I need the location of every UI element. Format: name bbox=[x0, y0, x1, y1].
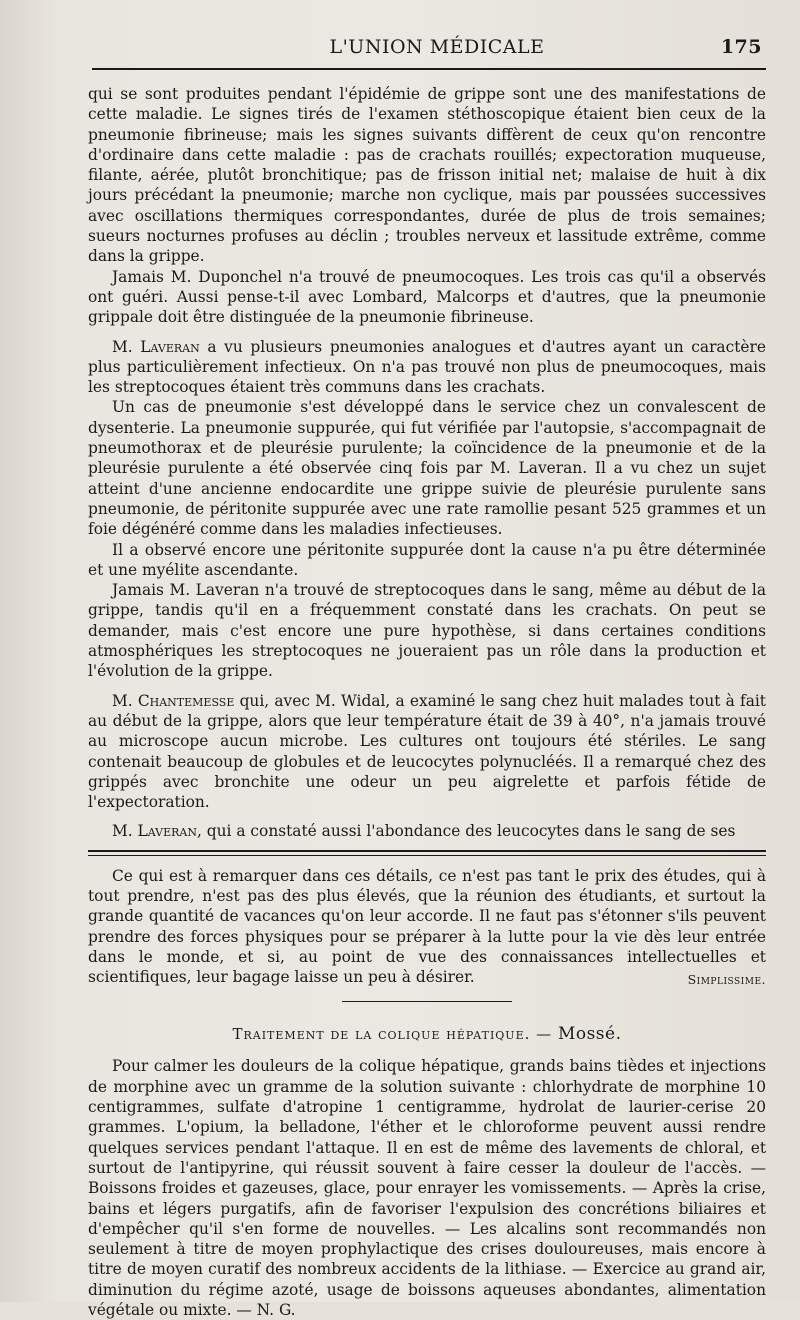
speaker-name: Chantemesse bbox=[137, 691, 235, 710]
speaker-name: Laveran bbox=[137, 822, 197, 841]
lower-article bbox=[88, 866, 766, 988]
section-divider bbox=[88, 850, 766, 856]
paragraph: M. Laveran a vu plusieurs pneumonies analogues et d'autres ayant un caractère plus particulièrement infectieux. On n'a pas trouvé non plus de pneumocoques, mais les streptocoques étaient très communs dans les crachats. bbox=[88, 337, 766, 397]
paragraph: M. Laveran, qui a constaté aussi l'abondance des leucocytes dans le sang de ses bbox=[112, 822, 736, 841]
page-number: 175 bbox=[720, 36, 762, 58]
signature: Simplissime. bbox=[687, 972, 766, 988]
section-author: Mossé. bbox=[557, 1024, 622, 1045]
paragraph: Jamais M. Duponchel n'a trouvé de pneumocoques. Les trois cas qu'il a observés ont guéri. Aussi pense-t-il avec Lombard, Malcorps et d'autres, que la pneumonie grippale doit être distinguée de la pneumonie fibrineuse. bbox=[88, 267, 766, 327]
journal-title: L'UNION MÉDICALE bbox=[329, 36, 545, 58]
paragraph: Jamais M. Laveran n'a trouvé de streptocoques dans le sang, même au début de la grippe, tandis qu'il en a fréquemment constaté dans les crachats. On peut se demander, mais c'est encore une pure hypothèse, si dans certaines conditions atmosphériques les streptocoques ne joueraient pas un rôle dans la production et l'évolution de la grippe. bbox=[88, 581, 766, 681]
section-heading: Traitement de la colique hépatique. — Mossé. bbox=[232, 1024, 622, 1045]
paragraph: M. Chantemesse qui, avec M. Widal, a examiné le sang chez huit malades tout à fait au début de la grippe, alors que leur température était de 39 à 40°, n'a jamais trouvé au microscope aucun microbe. Les cultures ont toujours été stériles. Le sang contenait beaucoup de globules et de leucocytes polynucléés. Il a remarqué chez des grippés avec bronchite une odeur un peu aigrelette et parfois fétide de l'expectoration. bbox=[88, 691, 766, 812]
speaker-name: Laveran bbox=[140, 337, 200, 356]
short-divider bbox=[342, 1001, 512, 1002]
treatment-article bbox=[88, 1056, 766, 1320]
section-title: Traitement de la colique hépatique. bbox=[232, 1025, 531, 1044]
paragraph: Pour calmer les douleurs de la colique hépatique, grands bains tièdes et injections de morphine avec un gramme de la solution suivante : chlorhydrate de morphine 10 centigrammes, sulfate d'atropine 1 centigramme, hydrolat de laurier-cerise 20 grammes. L'opium, la belladone, l'éther et le chloroforme peuvent aussi rendre quelques services pendant l'attaque. Il en est de même des lavements de chloral, et surtout de l'antipyrine, qui réussit souvent à faire cesser la douleur de l'accès. — Boissons froides et gazeuses, glace, pour enrayer les vomissements. — Après la crise, bains et légers purgatifs, afin de favoriser l'expulsion des concrétions biliaires et d'empêcher qu'il s'en forme de nouvelles. — Les alcalins sont recommandés non seulement à titre de moyen prophylactique des crises douloureuses, mais encore à titre de moyen curatif des nombreux accidents de la lithiase. — Exercice au grand air, diminution du régime azoté, usage de boissons aqueuses abondantes, alimentation végétale ou mixte. — N. G. bbox=[88, 1057, 766, 1320]
header-rule bbox=[92, 68, 766, 70]
paragraph: Il a observé encore une péritonite suppurée dont la cause n'a pu être déterminée et une myélite ascendante. bbox=[88, 540, 766, 579]
running-header bbox=[88, 36, 766, 66]
paragraph: qui se sont produites pendant l'épidémie de grippe sont une des manifestations de cette maladie. Le signes tirés de l'examen stéthoscopique étaient bien ceux de la pneumonie fibrineuse; mais les signes suivants diffèrent de ceux qu'on rencontre d'ordinaire dans cette maladie : pas de crachats rouillés; expectoration muqueuse, filante, aérée, plutôt bronchitique; pas de frisson initial net; malaise de huit à dix jours précédant la pneumonie; marche non cyclique, mais par poussées successives avec oscillations thermiques correspondantes, durée de plus de trois semaines; sueurs nocturnes profuses au déclin ; troubles nerveux et lassitude extrême, comme dans la grippe. bbox=[88, 85, 766, 266]
paragraph: Un cas de pneumonie s'est développé dans le service chez un convalescent de dysenterie. La pneumonie suppurée, qui fut vérifiée par l'autopsie, s'accompagnait de pneumothorax et de pleurésie purulente; la coïncidence de la pneumonie et de la pleurésie purulente a été observée cinq fois par M. Laveran. Il a vu chez un sujet atteint d'une ancienne endocardite une grippe suivie de pleurésie purulente sans pneumonie, de péritonite suppurée avec une rate ramollie pesant 525 grammes et un foie dégénéré comme dans les maladies infectieuses. bbox=[88, 398, 766, 539]
main-article bbox=[88, 84, 766, 842]
paragraph: Ce qui est à remarquer dans ces détails, ce n'est pas tant le prix des études, qui à tout prendre, n'est pas des plus élevés, que la réunion des étudiants, et surtout la grande quantité de vacances qu'on leur accorde. Il ne faut pas s'étonner s'ils peuvent prendre des forces physiques pour se préparer à la lutte pour la vie dès leur entrée dans le monde, et si, au point de vue des connaissances intellectuelles et scientifiques, leur bagage laisse un peu à désirer. Simplissime. bbox=[88, 866, 766, 988]
